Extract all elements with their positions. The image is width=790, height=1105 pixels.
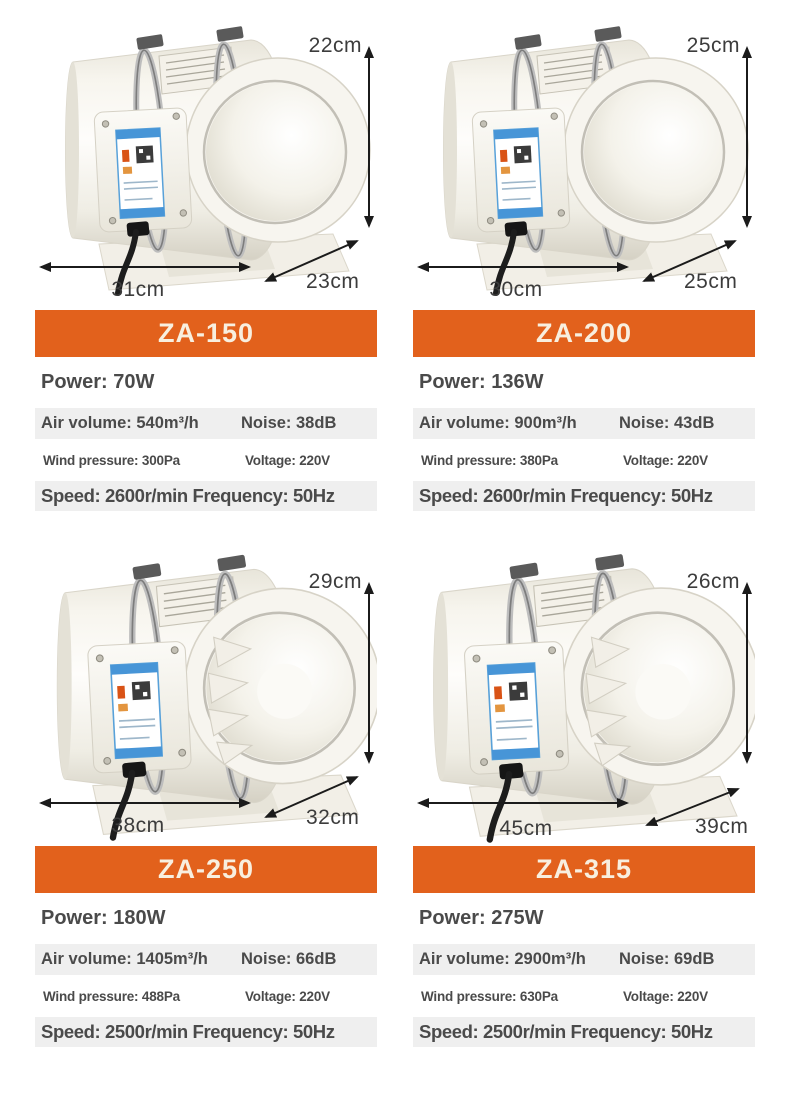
air-volume-spec: Air volume: 900m³/h xyxy=(419,414,577,432)
pressure-voltage-row xyxy=(413,439,755,481)
air-volume-spec: Air volume: 1405m³/h xyxy=(41,950,208,968)
model-name: ZA-250 xyxy=(157,854,255,884)
model-name: ZA-200 xyxy=(535,318,633,348)
model-header xyxy=(413,846,755,893)
depth-dimension-label: 39cm xyxy=(695,815,749,838)
power-spec: Power: 275W xyxy=(413,893,755,944)
product-card-za-150 xyxy=(35,0,377,511)
length-dimension-label: 31cm xyxy=(111,278,165,301)
length-dimension-label: 45cm xyxy=(499,817,553,840)
pressure-voltage-row xyxy=(35,439,377,481)
model-header xyxy=(413,310,755,357)
wind-pressure-spec: Wind pressure: 630Pa xyxy=(421,988,558,1004)
voltage-spec: Voltage: 220V xyxy=(623,452,708,468)
speed-frequency-spec: Speed: 2500r/min Frequency: 50Hz xyxy=(35,1017,377,1047)
air-noise-row xyxy=(413,944,755,975)
product-photo-za-200 xyxy=(413,0,755,310)
model-header xyxy=(35,310,377,357)
length-dimension-label: 30cm xyxy=(489,278,543,301)
height-dimension-label: 25cm xyxy=(686,34,740,57)
product-photo-za-150 xyxy=(35,0,377,310)
power-spec: Power: 136W xyxy=(413,357,755,408)
product-photo-za-250 xyxy=(35,536,377,846)
air-volume-spec: Air volume: 2900m³/h xyxy=(419,950,586,968)
depth-dimension-label: 32cm xyxy=(306,806,360,829)
voltage-spec: Voltage: 220V xyxy=(623,988,708,1004)
fan-illustration xyxy=(444,26,749,293)
noise-spec: Noise: 43dB xyxy=(619,414,715,432)
speed-frequency-spec: Speed: 2600r/min Frequency: 50Hz xyxy=(413,481,755,511)
height-dimension-label: 22cm xyxy=(308,34,362,57)
air-noise-row xyxy=(35,408,377,439)
product-card-za-250 xyxy=(35,536,377,1047)
power-spec: Power: 70W xyxy=(35,357,377,408)
model-header xyxy=(35,846,377,893)
noise-spec: Noise: 69dB xyxy=(619,950,715,968)
model-name: ZA-150 xyxy=(157,318,255,348)
depth-dimension-label: 23cm xyxy=(306,270,360,293)
air-noise-row xyxy=(413,408,755,439)
product-card-za-200 xyxy=(413,0,755,511)
height-dimension-label: 26cm xyxy=(686,570,740,593)
fan-illustration xyxy=(66,26,371,293)
product-photo-area xyxy=(413,0,755,310)
noise-spec: Noise: 66dB xyxy=(241,950,337,968)
model-name: ZA-315 xyxy=(535,854,633,884)
depth-dimension-label: 25cm xyxy=(684,270,738,293)
voltage-spec: Voltage: 220V xyxy=(245,452,330,468)
product-photo-za-315 xyxy=(413,536,755,846)
wind-pressure-spec: Wind pressure: 488Pa xyxy=(43,988,180,1004)
product-photo-area xyxy=(35,536,377,846)
length-dimension-label: 38cm xyxy=(111,814,165,837)
speed-frequency-spec: Speed: 2500r/min Frequency: 50Hz xyxy=(413,1017,755,1047)
wind-pressure-spec: Wind pressure: 300Pa xyxy=(43,452,180,468)
height-dimension-label: 29cm xyxy=(308,570,362,593)
noise-spec: Noise: 38dB xyxy=(241,414,337,432)
product-photo-area xyxy=(413,536,755,846)
pressure-voltage-row xyxy=(413,975,755,1017)
power-spec: Power: 180W xyxy=(35,893,377,944)
air-volume-spec: Air volume: 540m³/h xyxy=(41,414,199,432)
pressure-voltage-row xyxy=(35,975,377,1017)
wind-pressure-spec: Wind pressure: 380Pa xyxy=(421,452,558,468)
speed-frequency-spec: Speed: 2600r/min Frequency: 50Hz xyxy=(35,481,377,511)
product-photo-area xyxy=(35,0,377,310)
product-card-za-315 xyxy=(413,536,755,1047)
voltage-spec: Voltage: 220V xyxy=(245,988,330,1004)
air-noise-row xyxy=(35,944,377,975)
